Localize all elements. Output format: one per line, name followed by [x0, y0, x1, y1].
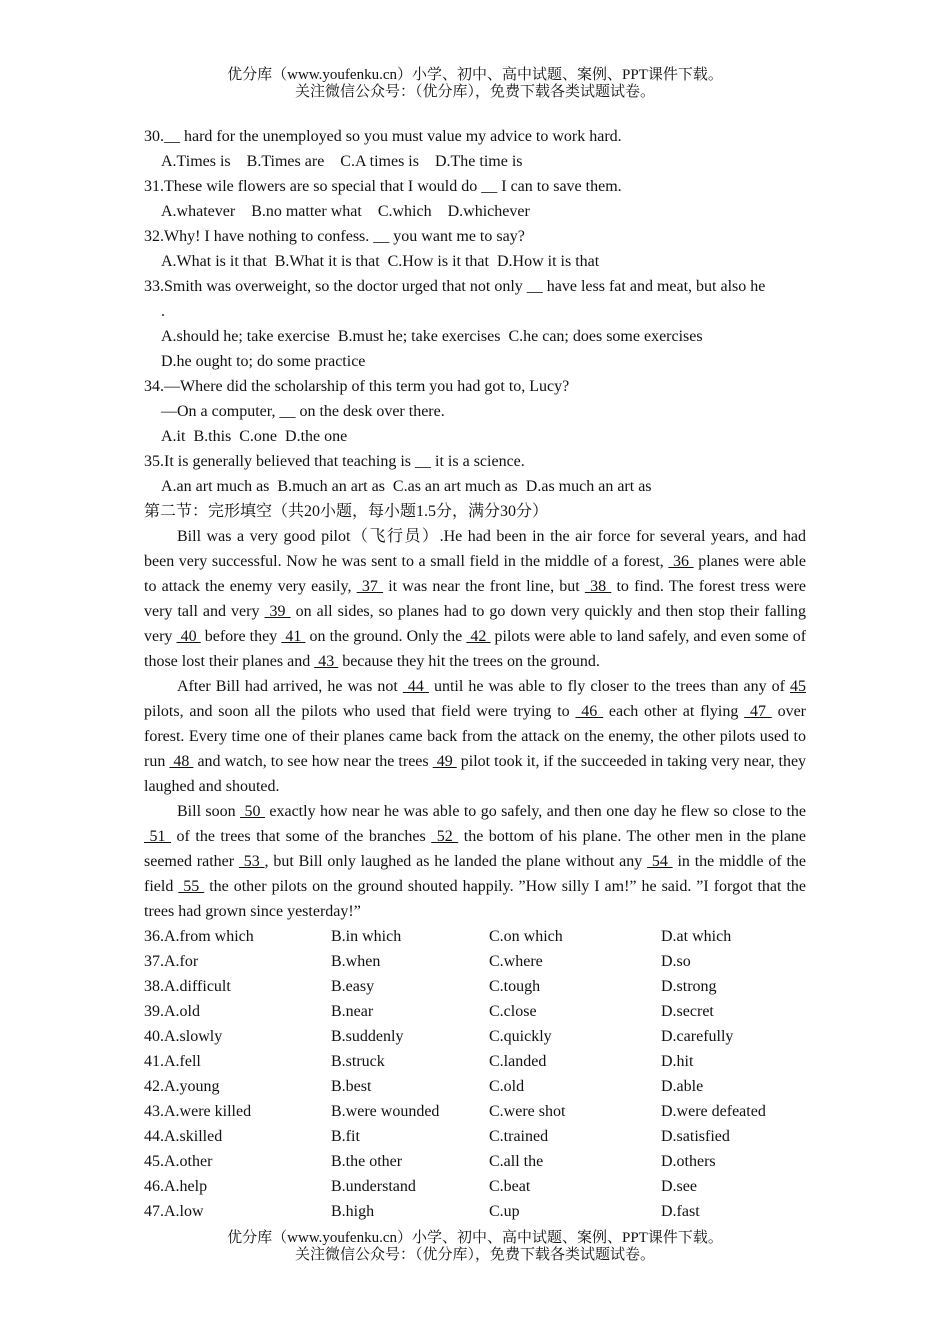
choice-option: 36.A.from which — [144, 928, 254, 945]
question-33-stem-continued: . — [161, 303, 165, 320]
passage-text: the bottom of his plane. The other men in the plane seemed rather — [144, 828, 807, 870]
choice-row — [144, 1199, 806, 1224]
passage-text: each other at flying — [603, 703, 745, 720]
choice-option: B.were wounded — [331, 1103, 440, 1120]
cloze-passage — [144, 524, 806, 924]
passage-text: to find. The forest tress were very tall and very — [144, 578, 807, 620]
choice-option: C.close — [489, 1003, 537, 1020]
choice-option: C.up — [489, 1203, 520, 1220]
blank-54: 54 — [647, 853, 673, 870]
blank-36: 36 — [668, 553, 694, 570]
choice-option: 45.A.other — [144, 1153, 213, 1170]
choice-option: C.landed — [489, 1053, 547, 1070]
choice-row — [144, 1174, 806, 1199]
choice-option: 47.A.low — [144, 1203, 204, 1220]
question-33-stem: 33.Smith was overweight, so the doctor urged that not only __ have less fat and meat, but also he — [144, 278, 766, 295]
choice-row — [144, 1124, 806, 1149]
question-34-reply: —On a computer, __ on the desk over there. — [161, 403, 445, 420]
choice-option: D.satisfied — [661, 1128, 730, 1145]
choice-option: 39.A.old — [144, 1003, 200, 1020]
choice-option: C.tough — [489, 978, 541, 995]
passage-text: on all sides, so planes had to go down very quickly and then stop their falling very — [144, 603, 807, 645]
blank-52: 52 — [431, 828, 459, 845]
question-33-options-1: A.should he; take exercise B.must he; take exercises C.he can; does some exercises — [161, 328, 703, 345]
passage-text: because they hit the trees on the ground. — [338, 653, 600, 670]
footer-line-2: 关注微信公众号：（优分库），免费下载各类试题试卷。 — [294, 1247, 655, 1263]
passage-text: pilot took it, if the succeeded in taking very near, they laughed and shouted. — [144, 753, 807, 795]
footer-line-1: 优分库（www.youfenku.cn）小学、初中、高中试题、案例、PPT课件下载。 — [227, 1230, 723, 1246]
blank-43: 43 — [314, 653, 339, 670]
choice-row — [144, 999, 806, 1024]
choice-option: C.were shot — [489, 1103, 566, 1120]
choice-option: 46.A.help — [144, 1178, 208, 1195]
choice-row — [144, 1099, 806, 1124]
blank-44: 44 — [402, 678, 429, 695]
choice-option: B.fit — [331, 1128, 360, 1145]
choice-option: B.in which — [331, 928, 402, 945]
choice-option: C.where — [489, 953, 543, 970]
question-30-stem: 30.__ hard for the unemployed so you must value my advice to work hard. — [144, 128, 622, 145]
header-line-2: 关注微信公众号：（优分库），免费下载各类试题试卷。 — [294, 84, 655, 100]
choice-option: B.best — [331, 1078, 372, 1095]
passage-text: the other pilots on the ground shouted happily. ”How silly I am!” he said. ”I forgot that the trees had grown since yesterday!” — [144, 878, 806, 920]
choice-option: B.when — [331, 953, 381, 970]
page-footer — [0, 1230, 950, 1264]
choice-option: D.were defeated — [661, 1103, 766, 1120]
passage-paragraph-1 — [144, 524, 806, 674]
blank-37: 37 — [356, 578, 384, 595]
exam-content — [144, 124, 806, 1224]
blank-49: 49 — [432, 753, 457, 770]
passage-text: it was near the front line, but — [383, 578, 585, 595]
question-32-options: A.What is it that B.What it is that C.How is it that D.How it is that — [161, 253, 600, 270]
passage-text: and watch, to see how near the trees — [193, 753, 433, 770]
question-34-stem: 34.—Where did the scholarship of this term you had got to, Lucy? — [144, 378, 570, 395]
answer-choices-table — [144, 924, 806, 1224]
blank-39: 39 — [264, 603, 291, 620]
choice-option: B.high — [331, 1203, 375, 1220]
choice-option: 41.A.fell — [144, 1053, 201, 1070]
question-34-options: A.it B.this C.one D.the one — [161, 428, 348, 445]
choice-option: 38.A.difficult — [144, 978, 231, 995]
choice-option: D.fast — [661, 1203, 700, 1220]
choice-option: 44.A.skilled — [144, 1128, 223, 1145]
passage-text: Bill was a very good pilot（飞行员）.He had been in the air force for several years, and had been very successful. Now he was sent to a small field in the middle of a forest, — [144, 528, 806, 570]
question-32-stem: 32.Why! I have nothing to confess. __ you want me to say? — [144, 228, 525, 245]
blank-48: 48 — [169, 753, 194, 770]
choice-option: B.near — [331, 1003, 374, 1020]
choice-option: D.so — [661, 953, 691, 970]
choice-option: 40.A.slowly — [144, 1028, 223, 1045]
section-2-title: 第二节：完形填空（共20小题，每小题1.5分，满分30分） — [144, 503, 549, 520]
passage-text: After Bill had arrived, he was not — [177, 678, 403, 695]
blank-47: 47 — [744, 703, 772, 720]
choice-row — [144, 924, 806, 949]
question-33-options-2: D.he ought to; do some practice — [161, 353, 366, 370]
passage-text: pilots, and soon all the pilots who used that field were trying to — [144, 703, 576, 720]
passage-text: Bill soon — [177, 803, 241, 820]
choice-option: D.able — [661, 1078, 704, 1095]
choice-option: 37.A.for — [144, 953, 199, 970]
blank-45: 45 — [790, 678, 807, 695]
choice-option: 43.A.were killed — [144, 1103, 252, 1120]
passage-text: over forest. Every time one of their planes came back from the attack on the enemy, the other pilots used to run — [144, 703, 807, 770]
choice-option: B.struck — [331, 1053, 385, 1070]
choice-row — [144, 1049, 806, 1074]
choice-option: D.carefully — [661, 1028, 734, 1045]
question-35-stem: 35.It is generally believed that teaching is __ it is a science. — [144, 453, 525, 470]
choice-row — [144, 949, 806, 974]
choice-option: C.beat — [489, 1178, 531, 1195]
passage-text: until he was able to fly closer to the trees than any of — [428, 678, 791, 695]
choice-option: 42.A.young — [144, 1078, 220, 1095]
choice-row — [144, 974, 806, 999]
choice-option: D.at which — [661, 928, 732, 945]
passage-paragraph-2 — [144, 674, 806, 799]
choice-option: C.all the — [489, 1153, 544, 1170]
passage-paragraph-3 — [144, 799, 806, 924]
passage-text: exactly how near he was able to go safely, and then one day he flew so close to the — [264, 803, 807, 820]
blank-46: 46 — [575, 703, 604, 720]
choice-option: B.the other — [331, 1153, 403, 1170]
passage-text: in the middle of the field — [144, 853, 807, 895]
choice-row — [144, 1074, 806, 1099]
blank-42: 42 — [466, 628, 491, 645]
choice-option: B.suddenly — [331, 1028, 404, 1045]
passage-text: on the ground. Only the — [305, 628, 467, 645]
choice-option: C.quickly — [489, 1028, 552, 1045]
choice-option: D.see — [661, 1178, 697, 1195]
blank-38: 38 — [584, 578, 612, 595]
question-35-options: A.an art much as B.much an art as C.as an art much as D.as much an art as — [161, 478, 652, 495]
choice-row — [144, 1149, 806, 1174]
blank-53: 53 — [238, 853, 265, 870]
blank-41: 41 — [281, 628, 306, 645]
blank-55: 55 — [178, 878, 205, 895]
blank-51: 51 — [144, 828, 172, 845]
passage-text: , but Bill only laughed as he landed the plane without any — [264, 853, 648, 870]
passage-text: before they — [200, 628, 282, 645]
choice-option: D.secret — [661, 1003, 714, 1020]
choice-option: C.old — [489, 1078, 525, 1095]
passage-text: of the trees that some of the branches — [171, 828, 432, 845]
blank-50: 50 — [240, 803, 265, 820]
choice-option: C.trained — [489, 1128, 549, 1145]
choice-option: D.strong — [661, 978, 717, 995]
header-line-1: 优分库（www.youfenku.cn）小学、初中、高中试题、案例、PPT课件下载。 — [227, 67, 723, 83]
choice-row — [144, 1024, 806, 1049]
question-31-stem: 31.These wile flowers are so special that I would do __ I can to save them. — [144, 178, 622, 195]
passage-text: pilots were able to land safely, and even some of those lost their planes and — [144, 628, 807, 670]
choice-option: D.hit — [661, 1053, 694, 1070]
question-30-options: A.Times is B.Times are C.A times is D.The time is — [161, 153, 523, 170]
passage-text: planes were able to attack the enemy very easily, — [144, 553, 807, 595]
blank-40: 40 — [176, 628, 201, 645]
choice-option: B.understand — [331, 1178, 416, 1195]
choice-option: B.easy — [331, 978, 375, 995]
choice-option: C.on which — [489, 928, 563, 945]
question-31-options: A.whatever B.no matter what C.which D.whichever — [161, 203, 530, 220]
page-header — [0, 67, 950, 101]
choice-option: D.others — [661, 1153, 716, 1170]
